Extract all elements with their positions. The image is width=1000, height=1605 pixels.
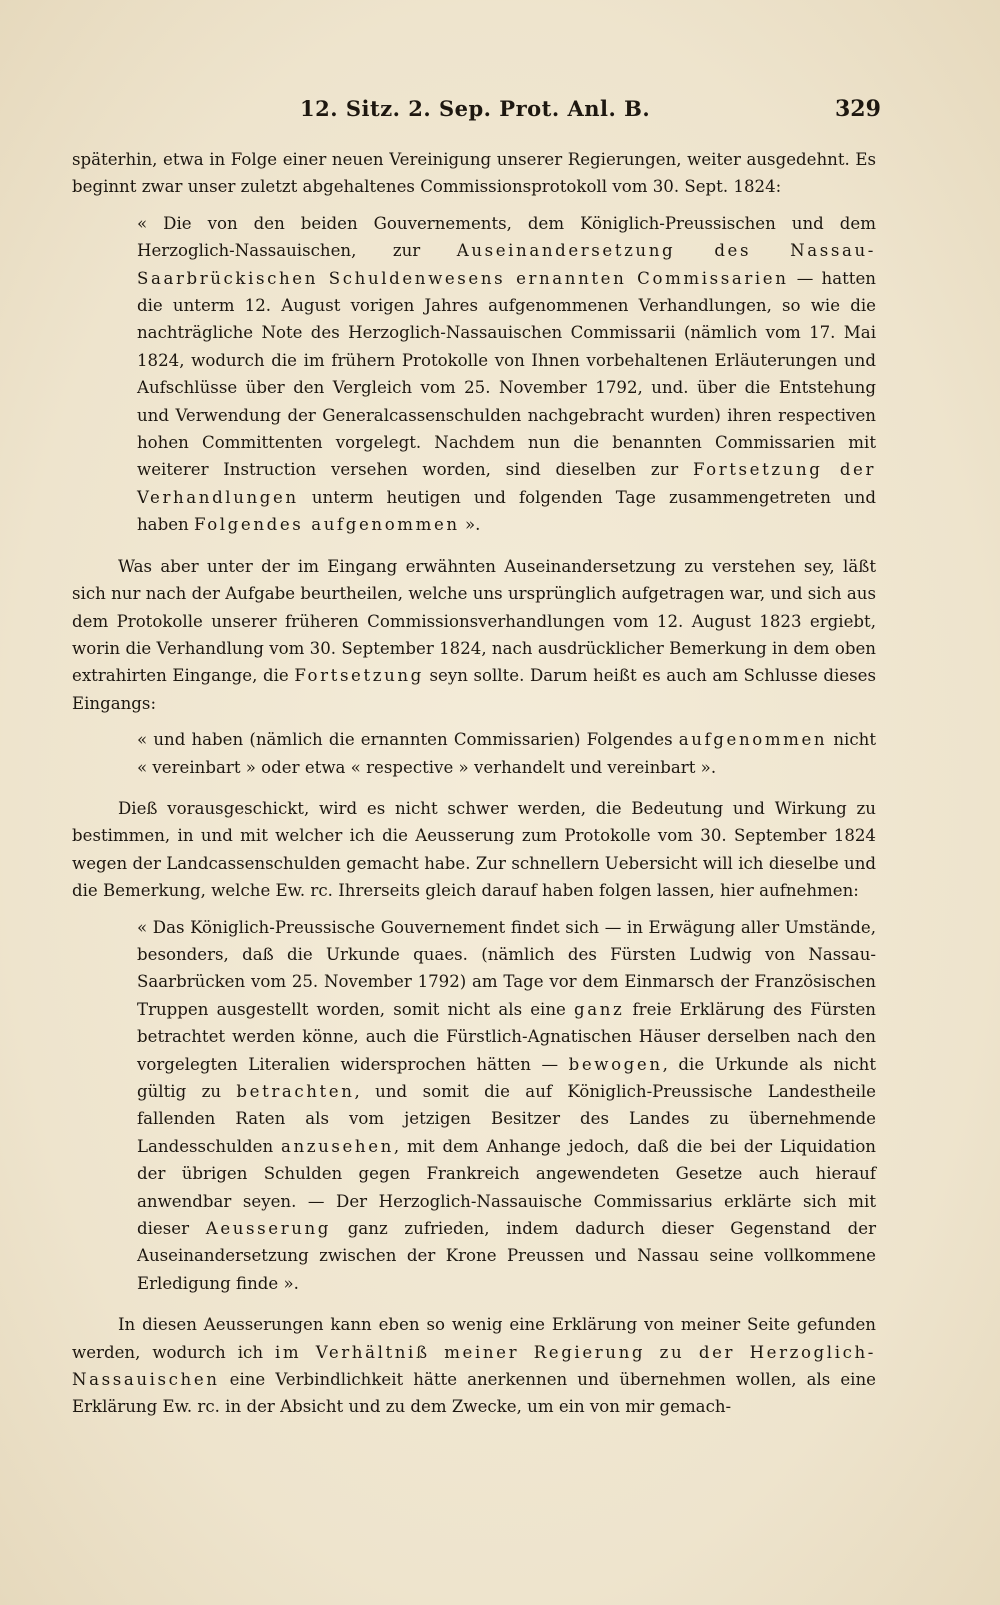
spaced-emphasis: Folgendes aufgenommen: [193, 515, 460, 535]
text-run: freie Erklärung des Fürsten betrachtet werden könne, auch die Fürstlich-Agnatischen Häuser derselben nach den vorgelegten Literalien widersprochen hätten —: [137, 999, 876, 1074]
text-run: ganz zufrieden, indem dadurch dieser Gegenstand der Auseinandersetzung zwischen der Krone Preussen und Nassau seine vollkommene Erledigung finde ».: [137, 1219, 876, 1293]
spaced-emphasis: Aeusserung: [205, 1219, 332, 1239]
text-run: , mit dem Anhange jedoch, daß die bei der Liquidation der übrigen Schulden gegen Frankreich angewendeten Gesetze auch hierauf anwendbar seyen. — Der Herzoglich-Nassauische Commissarius erklärte sich mit dieser: [137, 1136, 876, 1239]
text-run: In diesen Aeusserungen kann eben so wenig eine Erklärung von meiner Seite gefunden werden, wodurch ich: [72, 1315, 876, 1362]
paragraph: [72, 553, 876, 717]
body-text: [72, 146, 876, 1421]
spaced-emphasis: Fortsetzung: [294, 666, 424, 686]
spaced-emphasis: anzusehen: [280, 1136, 394, 1156]
paragraph: [72, 795, 876, 905]
page-header: [0, 96, 1000, 130]
spaced-emphasis: im Verhältniß meiner Regierung zu der Herzoglich-Nassauischen: [72, 1342, 876, 1390]
paragraph: [72, 1311, 876, 1421]
text-run: , die Urkunde als nicht gültig zu: [137, 1054, 876, 1101]
spaced-emphasis: ganz: [574, 999, 625, 1019]
text-run: unterm heutigen und folgenden Tage zusammengetreten und haben: [137, 487, 876, 535]
paragraph: späterhin, etwa in Folge einer neuen Vereinigung unserer Regierungen, weiter ausgedehnt. Es beginnt zwar unser zuletzt abgehaltenes Commissionsprotokoll vom 30. Sept. 1824:: [72, 150, 876, 197]
text-run: « Das Königlich-Preussische Gouvernement findet sich — in Erwägung aller Umstände, besonders, daß die Urkunde quaes. (nämlich des Fürsten Ludwig von Nassau-Saarbrücken vom 25. November 1792) am Tage vor dem Einmarsch der Französischen Truppen ausgestellt worden, somit nicht als eine: [137, 917, 876, 1019]
text-run: Dieß vorausgeschickt, wird es nicht schwer werden, die Bedeutung und Wirkung zu bestimmen, in und mit welcher ich die Aeusserung zum Protokolle vom 30. September 1824 wegen der Landcassenschulden gemacht habe. Zur schnellern Uebersicht will ich dieselbe und die Bemerkung, welche Ew. rc. Ihrerseits gleich darauf haben folgen lassen, hier aufnehmen:: [72, 798, 876, 901]
spaced-emphasis: bewogen: [568, 1054, 663, 1074]
text-run: Was aber unter der im Eingang erwähnten Auseinandersetzung zu verstehen sey, läßt sich nur nach der Aufgabe beurtheilen, welche uns ursprünglich aufgetragen war, und sich aus dem Protokolle unserer früheren Commissionsverhandlungen vom 12. August 1823 ergiebt, worin die Verhandlung vom 30. September 1824, nach ausdrücklicher Bemerkung in dem oben extrahirten Eingange, die: [72, 556, 876, 686]
text-run: eine Verbindlichkeit hätte anerkennen und übernehmen wollen, als eine Erklärung Ew. rc. in der Absicht und zu dem Zwecke, um ein von mir gemach-: [72, 1370, 876, 1417]
spaced-emphasis: aufgenommen: [678, 730, 828, 750]
text-run: nicht « vereinbart » oder etwa « respective » verhandelt und vereinbart ».: [137, 730, 877, 777]
spaced-emphasis: Fortsetzung der Verhandlungen: [137, 460, 876, 507]
quotation: [137, 914, 876, 1298]
text-run: « Die von den beiden Gouvernements, dem Königlich-Preussischen und dem Herzoglich-Nassauischen, zur: [137, 213, 876, 261]
text-run: seyn sollte. Darum heißt es auch am Schlusse dieses Eingangs:: [72, 666, 876, 713]
spaced-emphasis: betrachten: [236, 1082, 355, 1101]
text-run: « und haben (nämlich die ernannten Commissarien) Folgendes: [137, 730, 679, 750]
text-run: ».: [459, 515, 481, 535]
spaced-emphasis: Auseinandersetzung des Nassau-Saarbrückischen Schuldenwesens ernannten Commissarien: [137, 241, 876, 288]
text-run: , und somit die auf Königlich-Preussische Landestheile fallenden Raten als vom jetzigen Besitzer des Landes zu übernehmende Landesschulden: [137, 1082, 876, 1156]
running-head: 12. Sitz. 2. Sep. Prot. Anl. B.: [300, 96, 651, 121]
quotation: [137, 726, 876, 781]
text-run: — hatten die unterm 12. August vorigen Jahres aufgenommenen Verhandlungen, so wie die nachträgliche Note des Herzoglich-Nassauischen Commissarii (nämlich vom 17. Mai 1824, wodurch die im frühern Protokolle von Ihnen vorbehaltenen Erläuterungen und Aufschlüsse über den Vergleich vom 25. November 1792, und. über die Entstehung und Verwendung der Generalcassenschulden nachgebracht wurden) ihren respectiven hohen Committenten vorgelegt. Nachdem nun die benannten Commissarien mit weiterer Instruction versehen worden, sind dieselben zur: [137, 268, 876, 480]
quotation: [137, 210, 876, 539]
page-number: 329: [835, 96, 881, 122]
